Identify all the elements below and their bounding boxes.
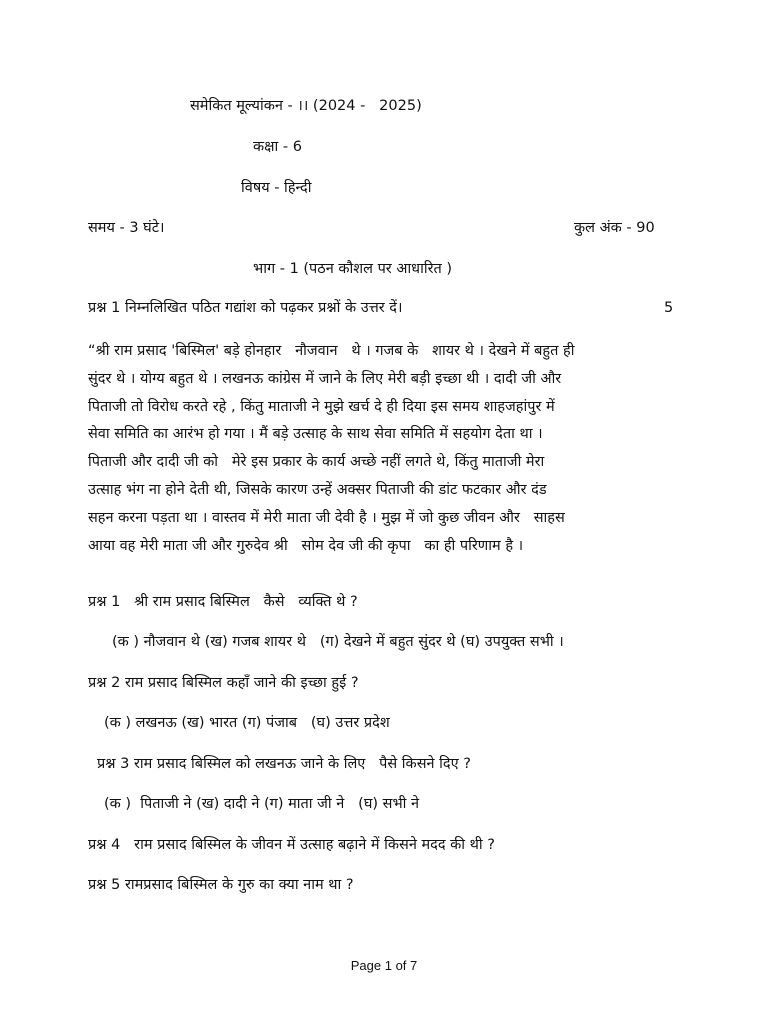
class-label: कक्षा - 6 bbox=[253, 139, 302, 155]
passage-line: पिताजी और दादी जी को मेरे इस प्रकार के कार्य अच्छे नहीं लगते थे, किंतु माताजी मेरा bbox=[88, 454, 545, 471]
question-5: प्रश्न 5 रामप्रसाद बिस्मिल के गुरु का क्या नाम था ? bbox=[88, 877, 354, 893]
total-marks-label: कुल अंक - 90 bbox=[574, 220, 655, 236]
passage bbox=[88, 338, 688, 560]
question-2: प्रश्न 2 राम प्रसाद बिस्मिल कहाँ जाने की इच्छा हुई ? bbox=[88, 675, 359, 691]
question-1-options: (क ) नौजवान थे (ख) गजब शायर थे (ग) देखने में बहुत सुंदर थे (घ) उपयुक्त सभी । bbox=[112, 634, 564, 650]
question-3: प्रश्न 3 राम प्रसाद बिस्मिल को लखनऊ जाने के लिए पैसे किसने दिए ? bbox=[97, 756, 471, 772]
passage-line: सेवा समिति का आरंभ हो गया । मैं बड़े उत्साह के साथ सेवा समिति में सहयोग देता था । bbox=[88, 426, 543, 443]
question-1: प्रश्न 1 श्री राम प्रसाद बिस्मिल कैसे व्यक्ति थे ? bbox=[88, 594, 358, 610]
instruction-text: प्रश्न 1 निम्नलिखित पठित गद्यांश को पढ़कर प्रश्नों के उत्तर दें। bbox=[88, 300, 403, 316]
passage-line: सुंदर थे । योग्य बहुत थे । लखनऊ कांग्रेस में जाने के लिए मेरी बड़ी इच्छा थी । दादी जी और bbox=[88, 370, 562, 387]
subject-label: विषय - हिन्दी bbox=[241, 180, 312, 196]
passage-line: आया वह मेरी माता जी और गुरुदेव श्री सोम देव जी की कृपा का ही परिणाम है । bbox=[88, 537, 524, 554]
passage-line: सहन करना पड़ता था । वास्तव में मेरी माता जी देवी है । मुझ में जो कुछ जीवन और साहस bbox=[88, 509, 565, 526]
exam-title: समेकित मूल्यांकन - ।। (2024 - 2025) bbox=[190, 98, 422, 114]
passage-line: “श्री राम प्रसाद 'बिस्मिल' बड़े होनहार नौजवान थे । गजब के शायर थे । देखने में बहुत ही bbox=[88, 343, 575, 359]
passage-line: पिताजी तो विरोध करते रहे , किंतु माताजी ने मुझे खर्च दे ही दिया इस समय शाहजहांपुर में bbox=[88, 398, 555, 415]
instruction-marks: 5 bbox=[664, 300, 674, 316]
question-3-options: (क ) पिताजी ने (ख) दादी ने (ग) माता जी ने (घ) सभी ने bbox=[104, 796, 420, 812]
page-number: Page 1 of 7 bbox=[350, 958, 418, 973]
section-heading: भाग - 1 (पठन कौशल पर आधारित ) bbox=[253, 261, 453, 277]
time-label: समय - 3 घंटे। bbox=[88, 220, 165, 236]
question-2-options: (क ) लखनऊ (ख) भारत (ग) पंजाब (घ) उत्तर प्रदेश bbox=[104, 715, 390, 731]
question-4: प्रश्न 4 राम प्रसाद बिस्मिल के जीवन में उत्साह बढ़ाने में किसने मदद की थी ? bbox=[88, 837, 495, 853]
passage-line: उत्साह भंग ना होने देती थी, जिसके कारण उन्हें अक्सर पिताजी की डांट फटकार और दंड bbox=[88, 481, 547, 498]
